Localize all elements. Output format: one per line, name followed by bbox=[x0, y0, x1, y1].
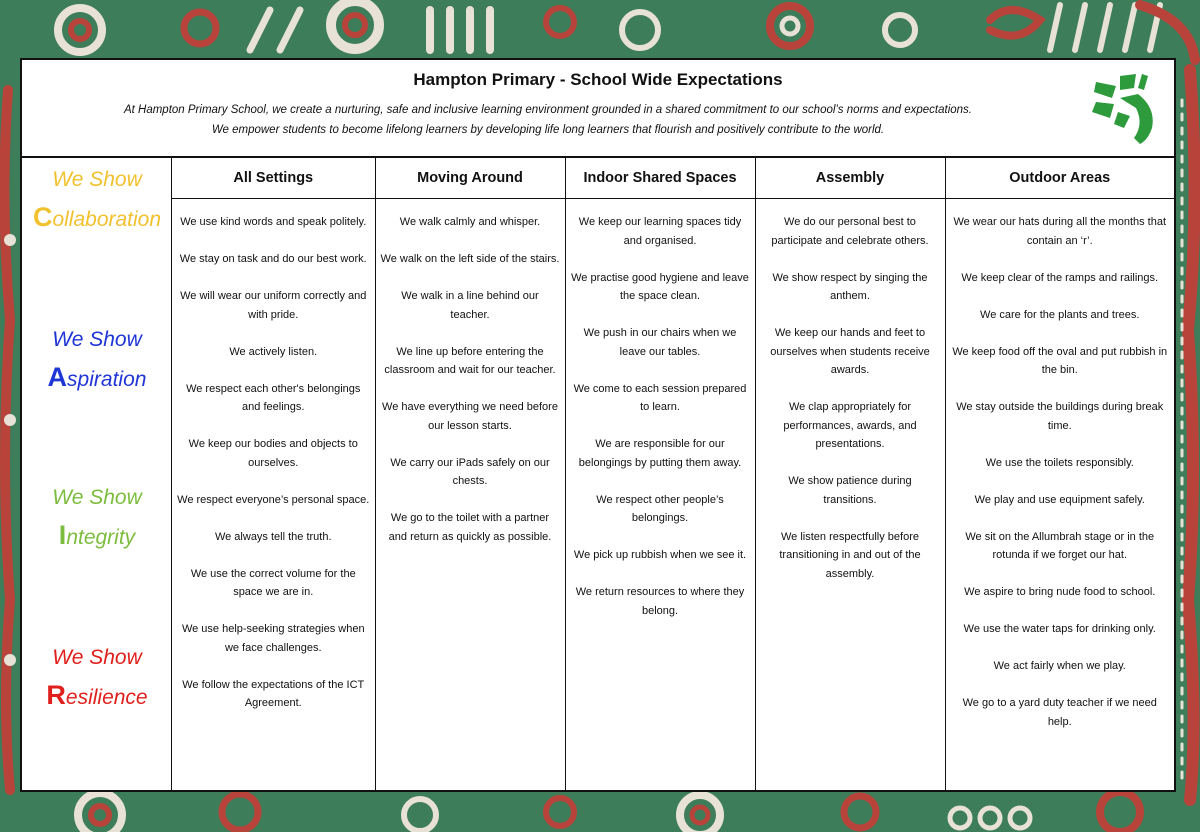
value-prefix: We Show bbox=[52, 486, 142, 509]
value-word bbox=[22, 680, 172, 711]
intro-text bbox=[42, 100, 1054, 140]
list-item: We use the water taps for drinking only. bbox=[963, 623, 1156, 635]
list-item: We push in our chairs when we leave our tables. bbox=[583, 327, 737, 358]
value-rest: ollaboration bbox=[52, 208, 162, 231]
list-item: We use the toilets responsibly. bbox=[985, 456, 1134, 469]
list-item: We keep food off the oval and put rubbish in the bin. bbox=[952, 345, 1168, 376]
list-item: We walk on the left side of the stairs. bbox=[380, 253, 560, 265]
list-item: We act fairly when we play. bbox=[993, 660, 1126, 672]
list-item: We carry our iPads safely on our chests. bbox=[390, 456, 550, 487]
list-item: We show respect by singing the anthem. bbox=[772, 271, 928, 302]
value-initial: A bbox=[47, 362, 68, 392]
column-cell-indoor-shared-spaces bbox=[565, 199, 755, 791]
list-item: We clap appropriately for performances, awards, and presentations. bbox=[783, 401, 917, 450]
list-item: We use help-seeking strategies when we face challenges. bbox=[181, 623, 365, 654]
table-row bbox=[172, 199, 1174, 791]
column-cell-assembly bbox=[755, 199, 945, 791]
value-rest: ntegrity bbox=[66, 526, 136, 549]
list-item: We keep our learning spaces tidy and organised. bbox=[578, 216, 742, 247]
list-item: We actively listen. bbox=[229, 345, 318, 358]
list-item: We respect other people’s belongings. bbox=[596, 493, 724, 524]
list-item: We aspire to bring nude food to school. bbox=[964, 586, 1156, 598]
value-aspiration bbox=[22, 328, 172, 393]
value-prefix: We Show bbox=[52, 328, 142, 351]
column-cell-all-settings bbox=[172, 199, 375, 791]
list-item: We practise good hygiene and leave the space clean. bbox=[571, 271, 749, 302]
list-item: We care for the plants and trees. bbox=[980, 308, 1140, 321]
intro-line: We empower students to become lifelong learners by developing life long learners that flourish and positively contribute to the world. bbox=[211, 124, 885, 136]
list-item: We are responsible for our belongings by putting them away. bbox=[578, 438, 742, 469]
list-item: We keep clear of the ramps and railings. bbox=[961, 271, 1159, 284]
list-item: We return resources to where they belong. bbox=[575, 586, 745, 617]
value-prefix: We Show bbox=[52, 168, 142, 191]
list-item: We stay outside the buildings during break time. bbox=[956, 401, 1164, 432]
list-item: We keep our hands and feet to ourselves when students receive awards. bbox=[770, 327, 930, 376]
values-column bbox=[22, 158, 172, 790]
value-word bbox=[22, 202, 172, 233]
list-item: We show patience during transitions. bbox=[788, 475, 912, 506]
column-cell-moving-around bbox=[375, 199, 565, 791]
value-word bbox=[22, 520, 172, 551]
list-item: We always tell the truth. bbox=[214, 530, 332, 543]
column-heading: Moving Around bbox=[375, 158, 565, 199]
sheet-header bbox=[22, 60, 1174, 158]
list-item: We respect everyone’s personal space. bbox=[177, 493, 370, 506]
value-word bbox=[22, 362, 172, 393]
intro-line: At Hampton Primary School, we create a nurturing, safe and inclusive learning environment grounded in a shared commitment to our school’s norms and expectations. bbox=[123, 104, 973, 116]
expectations-table bbox=[172, 158, 1174, 790]
value-rest: spiration bbox=[67, 368, 147, 391]
column-heading: All Settings bbox=[172, 158, 375, 199]
value-integrity bbox=[22, 486, 172, 551]
column-heading: Indoor Shared Spaces bbox=[565, 158, 755, 199]
value-initial: R bbox=[46, 680, 66, 710]
column-heading: Assembly bbox=[755, 158, 945, 199]
list-item: We use kind words and speak politely. bbox=[180, 216, 367, 228]
list-item: We stay on task and do our best work. bbox=[179, 253, 367, 265]
list-item: We sit on the Allumbrah stage or in the rotunda if we forget our hat. bbox=[965, 530, 1155, 561]
list-item: We listen respectfully before transitioning in and out of the assembly. bbox=[779, 530, 921, 580]
list-item: We go to a yard duty teacher if we need help. bbox=[962, 697, 1157, 728]
list-item: We go to the toilet with a partner and return as quickly as possible. bbox=[388, 512, 552, 543]
list-item: We have everything we need before our lesson starts. bbox=[382, 401, 558, 432]
list-item: We do our personal best to participate and celebrate others. bbox=[771, 216, 929, 247]
value-initial: C bbox=[32, 202, 53, 232]
list-item: We follow the expectations of the ICT Agreement. bbox=[182, 678, 365, 709]
value-rest: esilience bbox=[65, 686, 148, 709]
list-item: We respect each other's belongings and feelings. bbox=[186, 382, 361, 413]
list-item: We pick up rubbish when we see it. bbox=[573, 549, 747, 561]
list-item: We will wear our uniform correctly and with pride. bbox=[180, 290, 367, 321]
list-item: We walk calmly and whisper. bbox=[399, 216, 541, 228]
expectations-sheet bbox=[20, 58, 1176, 792]
column-heading: Outdoor Areas bbox=[945, 158, 1174, 199]
list-item: We walk in a line behind our teacher. bbox=[401, 290, 539, 321]
value-prefix: We Show bbox=[52, 646, 142, 669]
list-item: We come to each session prepared to learn. bbox=[573, 382, 747, 413]
column-cell-outdoor-areas bbox=[945, 199, 1174, 791]
value-collaboration bbox=[22, 168, 172, 233]
list-item: We play and use equipment safely. bbox=[974, 493, 1145, 506]
list-item: We line up before entering the classroom and wait for our teacher. bbox=[384, 345, 556, 376]
page-title: Hampton Primary - School Wide Expectations bbox=[413, 70, 783, 89]
table-header-row bbox=[172, 158, 1174, 199]
value-initial: I bbox=[58, 520, 67, 550]
school-logo bbox=[1090, 68, 1160, 146]
list-item: We keep our bodies and objects to ourselves. bbox=[188, 438, 358, 469]
list-item: We wear our hats during all the months that contain an ‘r’. bbox=[953, 216, 1167, 247]
list-item: We use the correct volume for the space we are in. bbox=[190, 567, 356, 598]
value-resilience bbox=[22, 646, 172, 711]
